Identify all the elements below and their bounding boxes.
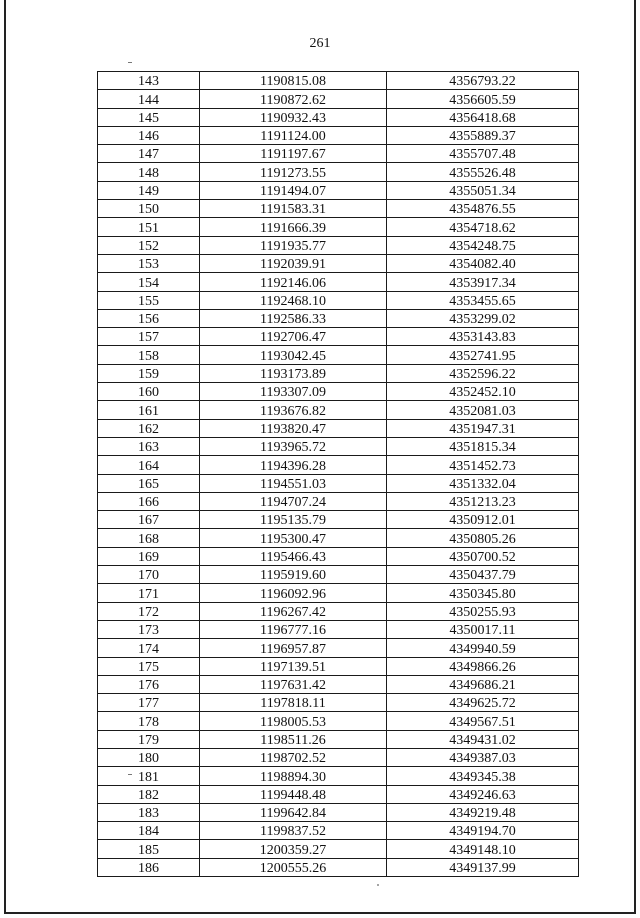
x-coordinate-cell: 1198702.52 <box>200 748 387 766</box>
table-row <box>98 383 579 401</box>
x-coordinate-cell: 1198511.26 <box>200 730 387 748</box>
x-coordinate-cell: 1199642.84 <box>200 803 387 821</box>
y-coordinate-cell: 4349148.10 <box>387 840 579 858</box>
point-number-cell: 176 <box>98 675 200 693</box>
table-row <box>98 254 579 272</box>
point-number-cell: 183 <box>98 803 200 821</box>
x-coordinate-cell: 1193173.89 <box>200 364 387 382</box>
y-coordinate-cell: 4355526.48 <box>387 163 579 181</box>
x-coordinate-cell: 1191583.31 <box>200 200 387 218</box>
point-number-cell: 155 <box>98 291 200 309</box>
table-row <box>98 785 579 803</box>
point-number-cell: 178 <box>98 712 200 730</box>
point-number-cell: 173 <box>98 620 200 638</box>
x-coordinate-cell: 1191124.00 <box>200 126 387 144</box>
table-row <box>98 566 579 584</box>
x-coordinate-cell: 1193820.47 <box>200 419 387 437</box>
x-coordinate-cell: 1200555.26 <box>200 858 387 876</box>
y-coordinate-cell: 4352741.95 <box>387 346 579 364</box>
x-coordinate-cell: 1194707.24 <box>200 492 387 510</box>
point-number-cell: 168 <box>98 529 200 547</box>
point-number-cell: 144 <box>98 90 200 108</box>
table-row <box>98 346 579 364</box>
y-coordinate-cell: 4349219.48 <box>387 803 579 821</box>
scan-mark <box>128 62 132 63</box>
table-row <box>98 437 579 455</box>
point-number-cell: 163 <box>98 437 200 455</box>
point-number-cell: 182 <box>98 785 200 803</box>
point-number-cell: 162 <box>98 419 200 437</box>
point-number-cell: 184 <box>98 822 200 840</box>
x-coordinate-cell: 1196092.96 <box>200 584 387 602</box>
y-coordinate-cell: 4354248.75 <box>387 236 579 254</box>
point-number-cell: 148 <box>98 163 200 181</box>
table-row <box>98 474 579 492</box>
x-coordinate-cell: 1197818.11 <box>200 694 387 712</box>
point-number-cell: 186 <box>98 858 200 876</box>
point-number-cell: 158 <box>98 346 200 364</box>
table-row <box>98 108 579 126</box>
point-number-cell: 146 <box>98 126 200 144</box>
table-row <box>98 401 579 419</box>
y-coordinate-cell: 4349194.70 <box>387 822 579 840</box>
y-coordinate-cell: 4349625.72 <box>387 694 579 712</box>
point-number-cell: 160 <box>98 383 200 401</box>
y-coordinate-cell: 4350805.26 <box>387 529 579 547</box>
x-coordinate-cell: 1192146.06 <box>200 273 387 291</box>
point-number-cell: 145 <box>98 108 200 126</box>
table-row <box>98 602 579 620</box>
scan-speck <box>377 884 379 886</box>
y-coordinate-cell: 4349137.99 <box>387 858 579 876</box>
table-row <box>98 328 579 346</box>
y-coordinate-cell: 4350017.11 <box>387 620 579 638</box>
x-coordinate-cell: 1197631.42 <box>200 675 387 693</box>
y-coordinate-cell: 4352596.22 <box>387 364 579 382</box>
point-number-cell: 156 <box>98 309 200 327</box>
table-row <box>98 200 579 218</box>
y-coordinate-cell: 4355707.48 <box>387 145 579 163</box>
x-coordinate-cell: 1196777.16 <box>200 620 387 638</box>
coordinates-table <box>97 71 579 877</box>
point-number-cell: 165 <box>98 474 200 492</box>
x-coordinate-cell: 1199448.48 <box>200 785 387 803</box>
x-coordinate-cell: 1194396.28 <box>200 456 387 474</box>
point-number-cell: 166 <box>98 492 200 510</box>
table-row <box>98 529 579 547</box>
point-number-cell: 149 <box>98 181 200 199</box>
y-coordinate-cell: 4350912.01 <box>387 511 579 529</box>
y-coordinate-cell: 4349686.21 <box>387 675 579 693</box>
point-number-cell: 164 <box>98 456 200 474</box>
x-coordinate-cell: 1200359.27 <box>200 840 387 858</box>
x-coordinate-cell: 1191273.55 <box>200 163 387 181</box>
y-coordinate-cell: 4352081.03 <box>387 401 579 419</box>
table-row <box>98 584 579 602</box>
y-coordinate-cell: 4351332.04 <box>387 474 579 492</box>
y-coordinate-cell: 4354718.62 <box>387 218 579 236</box>
x-coordinate-cell: 1192586.33 <box>200 309 387 327</box>
point-number-cell: 159 <box>98 364 200 382</box>
x-coordinate-cell: 1195300.47 <box>200 529 387 547</box>
table-row <box>98 712 579 730</box>
point-number-cell: 167 <box>98 511 200 529</box>
x-coordinate-cell: 1199837.52 <box>200 822 387 840</box>
table-row <box>98 456 579 474</box>
table-row <box>98 858 579 876</box>
point-number-cell: 157 <box>98 328 200 346</box>
table-row <box>98 511 579 529</box>
x-coordinate-cell: 1192468.10 <box>200 291 387 309</box>
table-row <box>98 675 579 693</box>
table-row <box>98 620 579 638</box>
table-row <box>98 492 579 510</box>
x-coordinate-cell: 1190932.43 <box>200 108 387 126</box>
point-number-cell: 170 <box>98 566 200 584</box>
x-coordinate-cell: 1190872.62 <box>200 90 387 108</box>
y-coordinate-cell: 4351815.34 <box>387 437 579 455</box>
table-row <box>98 730 579 748</box>
point-number-cell: 150 <box>98 200 200 218</box>
x-coordinate-cell: 1195919.60 <box>200 566 387 584</box>
table-row <box>98 419 579 437</box>
y-coordinate-cell: 4349246.63 <box>387 785 579 803</box>
point-number-cell: 179 <box>98 730 200 748</box>
table-row <box>98 90 579 108</box>
y-coordinate-cell: 4351213.23 <box>387 492 579 510</box>
y-coordinate-cell: 4356605.59 <box>387 90 579 108</box>
point-number-cell: 181 <box>98 767 200 785</box>
y-coordinate-cell: 4353143.83 <box>387 328 579 346</box>
y-coordinate-cell: 4353299.02 <box>387 309 579 327</box>
x-coordinate-cell: 1192039.91 <box>200 254 387 272</box>
y-coordinate-cell: 4354876.55 <box>387 200 579 218</box>
x-coordinate-cell: 1191666.39 <box>200 218 387 236</box>
y-coordinate-cell: 4350437.79 <box>387 566 579 584</box>
point-number-cell: 153 <box>98 254 200 272</box>
point-number-cell: 169 <box>98 547 200 565</box>
table-row <box>98 840 579 858</box>
x-coordinate-cell: 1196957.87 <box>200 639 387 657</box>
y-coordinate-cell: 4349567.51 <box>387 712 579 730</box>
y-coordinate-cell: 4349345.38 <box>387 767 579 785</box>
x-coordinate-cell: 1191494.07 <box>200 181 387 199</box>
y-coordinate-cell: 4355051.34 <box>387 181 579 199</box>
y-coordinate-cell: 4352452.10 <box>387 383 579 401</box>
table-row <box>98 218 579 236</box>
table-row <box>98 364 579 382</box>
x-coordinate-cell: 1197139.51 <box>200 657 387 675</box>
x-coordinate-cell: 1193042.45 <box>200 346 387 364</box>
table-row <box>98 803 579 821</box>
table-row <box>98 748 579 766</box>
x-coordinate-cell: 1194551.03 <box>200 474 387 492</box>
y-coordinate-cell: 4351452.73 <box>387 456 579 474</box>
x-coordinate-cell: 1198894.30 <box>200 767 387 785</box>
table-row <box>98 639 579 657</box>
y-coordinate-cell: 4356418.68 <box>387 108 579 126</box>
x-coordinate-cell: 1193676.82 <box>200 401 387 419</box>
y-coordinate-cell: 4353455.65 <box>387 291 579 309</box>
y-coordinate-cell: 4353917.34 <box>387 273 579 291</box>
table-row <box>98 273 579 291</box>
y-coordinate-cell: 4355889.37 <box>387 126 579 144</box>
coordinates-table-body <box>98 72 579 877</box>
table-row <box>98 163 579 181</box>
point-number-cell: 180 <box>98 748 200 766</box>
point-number-cell: 174 <box>98 639 200 657</box>
table-row <box>98 181 579 199</box>
point-number-cell: 147 <box>98 145 200 163</box>
page-number: 261 <box>309 36 331 51</box>
x-coordinate-cell: 1191935.77 <box>200 236 387 254</box>
table-row <box>98 236 579 254</box>
x-coordinate-cell: 1198005.53 <box>200 712 387 730</box>
table-row <box>98 291 579 309</box>
y-coordinate-cell: 4349940.59 <box>387 639 579 657</box>
table-row <box>98 657 579 675</box>
point-number-cell: 151 <box>98 218 200 236</box>
y-coordinate-cell: 4350255.93 <box>387 602 579 620</box>
x-coordinate-cell: 1192706.47 <box>200 328 387 346</box>
point-number-cell: 161 <box>98 401 200 419</box>
x-coordinate-cell: 1193965.72 <box>200 437 387 455</box>
table-row <box>98 72 579 90</box>
x-coordinate-cell: 1196267.42 <box>200 602 387 620</box>
table-row <box>98 126 579 144</box>
x-coordinate-cell: 1191197.67 <box>200 145 387 163</box>
y-coordinate-cell: 4354082.40 <box>387 254 579 272</box>
y-coordinate-cell: 4350345.80 <box>387 584 579 602</box>
point-number-cell: 171 <box>98 584 200 602</box>
y-coordinate-cell: 4350700.52 <box>387 547 579 565</box>
y-coordinate-cell: 4351947.31 <box>387 419 579 437</box>
table-row <box>98 309 579 327</box>
point-number-cell: 175 <box>98 657 200 675</box>
x-coordinate-cell: 1195135.79 <box>200 511 387 529</box>
table-row <box>98 822 579 840</box>
y-coordinate-cell: 4349387.03 <box>387 748 579 766</box>
x-coordinate-cell: 1195466.43 <box>200 547 387 565</box>
y-coordinate-cell: 4349431.02 <box>387 730 579 748</box>
table-row <box>98 547 579 565</box>
table-row <box>98 694 579 712</box>
point-number-cell: 185 <box>98 840 200 858</box>
table-row <box>98 145 579 163</box>
x-coordinate-cell: 1193307.09 <box>200 383 387 401</box>
y-coordinate-cell: 4349866.26 <box>387 657 579 675</box>
point-number-cell: 177 <box>98 694 200 712</box>
point-number-cell: 172 <box>98 602 200 620</box>
table-row <box>98 767 579 785</box>
point-number-cell: 154 <box>98 273 200 291</box>
y-coordinate-cell: 4356793.22 <box>387 72 579 90</box>
x-coordinate-cell: 1190815.08 <box>200 72 387 90</box>
point-number-cell: 143 <box>98 72 200 90</box>
point-number-cell: 152 <box>98 236 200 254</box>
